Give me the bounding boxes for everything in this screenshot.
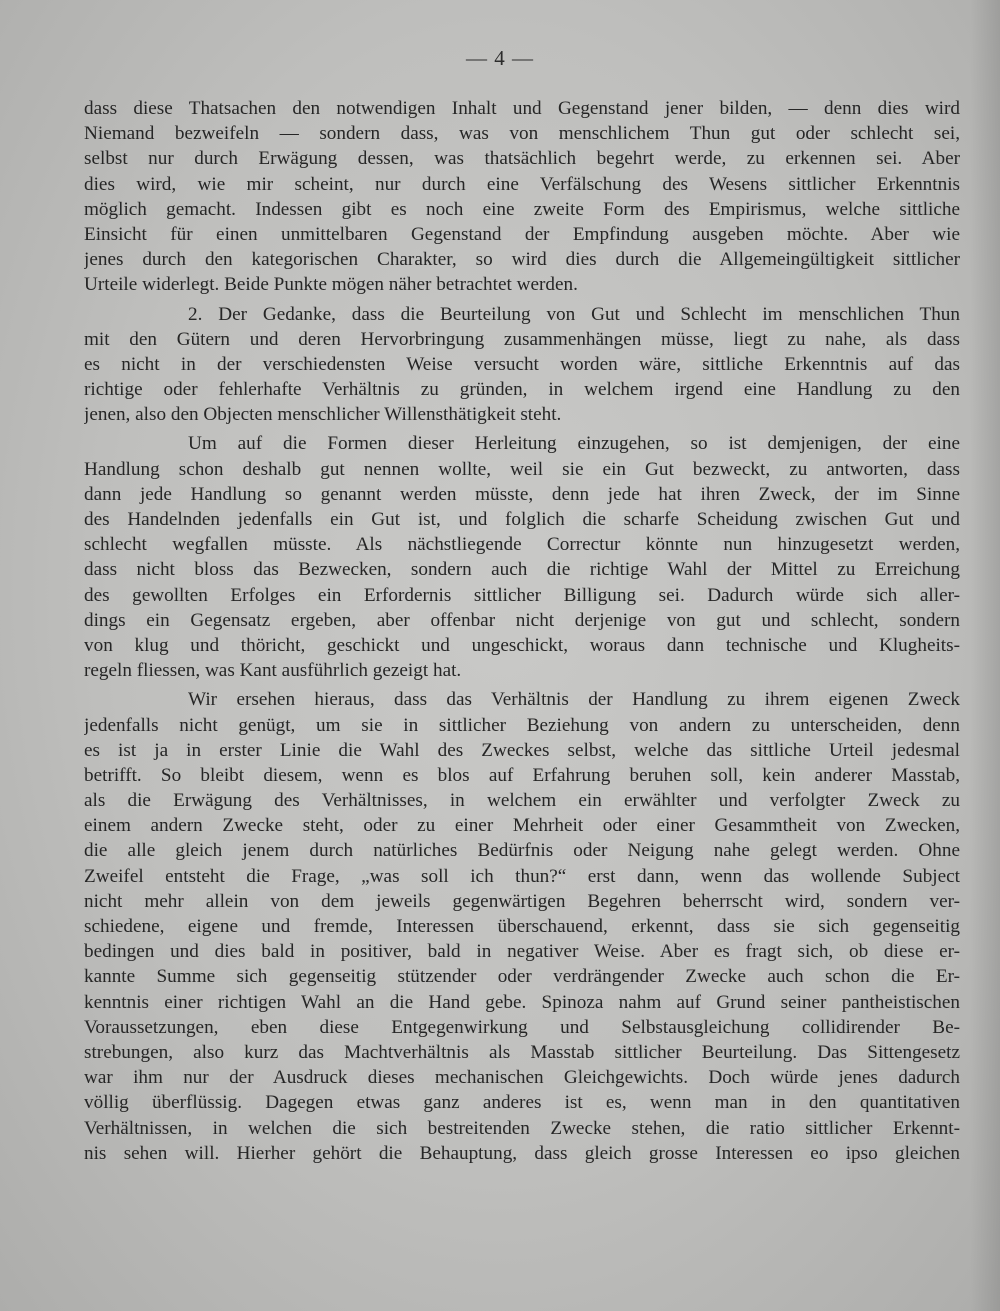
body-text <box>84 96 960 1166</box>
text-line: kannte Summe sich gegenseitig stützender oder verdrängender Zwecke auch schon die Er- <box>84 966 960 988</box>
text-line: völlig überflüssig. Dagegen etwas ganz anderes ist es, wenn man in den quantitativen <box>84 1092 960 1114</box>
paragraph-4 <box>84 687 960 1166</box>
text-line: Voraussetzungen, eben diese Entgegenwirkung und Selbstausgleichung collidirender Be- <box>84 1016 960 1038</box>
text-line: des gewollten Erfolges ein Erfordernis sittlicher Billigung sei. Dadurch würde sich aller- <box>84 584 960 606</box>
text-line: dass diese Thatsachen den notwendigen Inhalt und Gegenstand jener bilden, — denn dies wird <box>84 98 960 119</box>
text-line: jenen, also den Objecten menschlicher Willensthätigkeit steht. <box>84 404 562 426</box>
text-line: jedenfalls nicht genügt, um sie in sittlicher Beziehung von andern zu unterscheiden, denn <box>84 714 960 736</box>
text-line: strebungen, also kurz das Machtverhältnis als Masstab sittlicher Beurteilung. Das Sittengesetz <box>84 1041 960 1063</box>
text-line: bedingen und dies bald in positiver, bald in negativer Weise. Aber es fragt sich, ob diese er- <box>84 941 960 963</box>
text-line: war ihm nur der Ausdruck dieses mechanischen Gleichgewichts. Doch würde jenes dadurch <box>84 1067 960 1089</box>
text-line: mit den Gütern und deren Hervorbringung zusammenhängen müsse, liegt zu nahe, als dass <box>84 328 960 350</box>
text-line: einem andern Zwecke steht, oder zu einer Mehrheit oder einer Gesammtheit von Zwecken, <box>84 815 960 837</box>
paragraph-1 <box>84 96 960 298</box>
text-line: dann jede Handlung so genannt werden müsste, denn jede hat ihren Zweck, der im Sinne <box>84 483 960 505</box>
paragraph-3 <box>84 431 960 683</box>
text-line: richtige oder fehlerhafte Verhältnis zu gründen, in welchem irgend eine Handlung zu den <box>84 379 960 401</box>
text-line: nicht mehr allein von dem jeweils gegenwärtigen Begehren beherrscht wird, sondern ver- <box>84 890 960 912</box>
page-number: — 4 — <box>466 46 534 70</box>
text-line: von klug und thöricht, geschickt und ungeschickt, woraus dann technische und Klugheits- <box>84 634 960 656</box>
text-line: Handlung schon deshalb gut nennen wollte, weil sie ein Gut bezweckt, zu antworten, dass <box>84 458 960 480</box>
text-line: die alle gleich jenem durch natürliches Bedürfnis oder Neigung nahe gelegt werden. Ohne <box>84 840 960 862</box>
text-line: schlecht wegfallen müsste. Als nächstliegende Correctur könnte nun hinzugesetzt werden, <box>84 534 960 556</box>
text-line: Verhältnissen, in welchen die sich bestreitenden Zwecke stehen, die ratio sittlicher Erkennt- <box>84 1117 960 1139</box>
text-line: Niemand bezweifeln — sondern dass, was von menschlichem Thun gut oder schlecht sei, <box>84 123 960 145</box>
text-line: nis sehen will. Hierher gehört die Behauptung, dass gleich grosse Interessen eo ipso gleichen <box>84 1142 960 1164</box>
text-line: des Handelnden jedenfalls ein Gut ist, und folglich die scharfe Scheidung zwischen Gut und <box>84 509 960 530</box>
text-line: Einsicht für einen unmittelbaren Gegenstand der Empfindung ausgeben möchte. Aber wie <box>84 223 960 245</box>
text-line: Zweifel entsteht die Frage, „was soll ich thun?“ erst dann, wenn das wollende Subject <box>84 865 960 887</box>
text-line: dass nicht bloss das Bezwecken, sondern auch die richtige Wahl der Mittel zu Erreichung <box>84 559 960 581</box>
text-line: dings ein Gegensatz ergeben, aber offenbar nicht derjenige von gut und schlecht, sondern <box>84 609 960 631</box>
text-line: Urteile widerlegt. Beide Punkte mögen näher betrachtet werden. <box>84 274 578 296</box>
text-line: regeln fliessen, was Kant ausführlich gezeigt hat. <box>84 660 462 682</box>
text-line: jenes durch den kategorischen Charakter, so wird dies durch die Allgemeingültigkeit sittlicher <box>84 249 960 271</box>
text-line: dies wird, wie mir scheint, nur durch eine Verfälschung des Wesens sittlicher Erkenntnis <box>84 173 960 195</box>
text-line: betrifft. So bleibt diesem, wenn es blos auf Erfahrung beruhen soll, kein anderer Masstab, <box>84 764 960 786</box>
text-line: möglich gemacht. Indessen gibt es noch eine zweite Form des Empirismus, welche sittliche <box>84 198 960 220</box>
paragraph-2 <box>84 302 960 428</box>
text-line: schiedene, eigene und fremde, Interessen überschauend, erkennt, dass sie sich gegenseitig <box>84 916 960 937</box>
text-line: Wir ersehen hieraus, dass das Verhältnis der Handlung zu ihrem eigenen Zweck <box>188 689 960 711</box>
text-line: es nicht in der verschiedensten Weise versucht worden wäre, sittliche Erkenntnis auf das <box>84 353 960 375</box>
text-line: als die Erwägung des Verhältnisses, in welchem ein erwählter und verfolgter Zweck zu <box>84 790 960 812</box>
page-edge-shadow <box>970 0 1000 1311</box>
text-line: Um auf die Formen dieser Herleitung einzugehen, so ist demjenigen, der eine <box>188 433 960 455</box>
text-line: 2. Der Gedanke, dass die Beurteilung von Gut und Schlecht im menschlichen Thun <box>188 303 960 325</box>
text-line: es ist ja in erster Linie die Wahl des Zweckes selbst, welche das sittliche Urteil jedesmal <box>84 739 960 761</box>
text-line: kenntnis einer richtigen Wahl an die Hand gebe. Spinoza nahm auf Grund seiner pantheistischen <box>84 991 960 1013</box>
text-line: selbst nur durch Erwägung dessen, was thatsächlich begehrt werde, zu erkennen sei. Aber <box>84 148 960 170</box>
